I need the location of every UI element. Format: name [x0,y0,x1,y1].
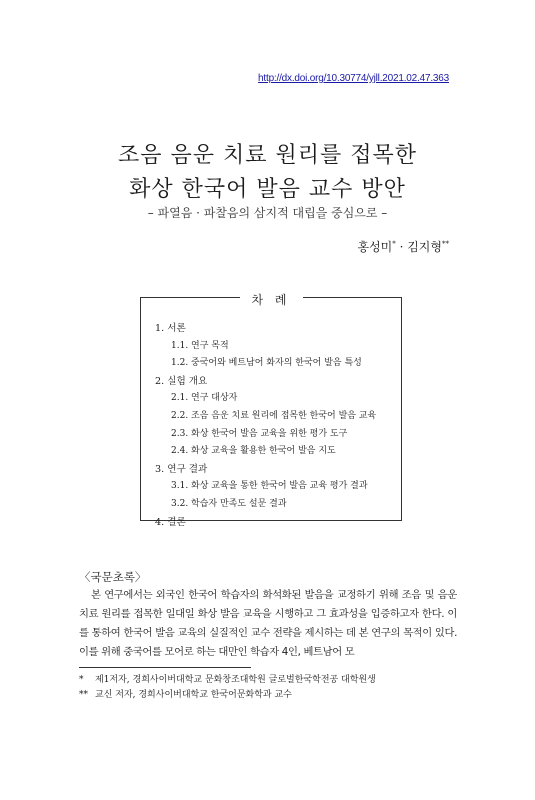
footnote-text: 제1저자, 경희사이버대학교 문화창조대학원 글로벌한국학전공 대학원생 [95,675,376,685]
footnote [79,673,376,688]
toc-item: 4. 결론 [155,516,186,528]
title-line-1: 조음 음운 치료 원리를 접목한 [118,143,417,168]
abstract-body: 본 연구에서는 외국인 한국어 학습자의 화석화된 발음을 교정하기 위해 조음 및 음운 치료 원리를 접목한 일대일 화상 발음 교육을 시행하고 그 효과성을 입증하고자 한다. 이를 통하여 한국어 발음 교육의 실질적인 교수 전략을 제시하는 데 본 연구의 목적이 있다. 이를 위해 중국어를 모어로 하는 대만인 학습자 4인, 베트남어 모 [79,589,457,658]
toc-item: 2. 실험 개요 [155,375,208,387]
toc-item: 3.1. 화상 교육을 통한 한국어 발음 교육 평가 결과 [171,481,368,492]
footnote-text: 교신 저자, 경희사이버대학교 한국어문화학과 교수 [95,690,292,700]
toc-item: 3. 연구 결과 [155,463,208,475]
toc-item: 2.2. 조음 음운 치료 원리에 접목한 한국어 발음 교육 [171,410,377,421]
table-of-contents [140,293,402,528]
toc-item: 2.1. 연구 대상자 [171,393,238,404]
toc-title: 차 례 [240,293,303,307]
footnote [79,688,376,703]
toc-list [155,320,397,531]
authors [357,238,449,255]
footnote-rule [79,667,251,668]
toc-item: 2.3. 화상 한국어 발음 교육을 위한 평가 도구 [171,428,348,439]
subtitle: – 파열음 · 파찰음의 삼지적 대립을 중심으로 – [147,206,388,220]
footnotes [79,673,376,703]
footnote-mark: * [79,675,84,685]
toc-item: 1.2. 중국어와 베트남어 화자의 한국어 발음 특성 [171,358,362,369]
footnote-mark: ** [79,690,88,700]
title-line-2: 화상 한국어 발음 교수 방안 [129,177,406,202]
doi-link[interactable]: http://dx.doi.org/10.30774/yjll.2021.02.47.363 [258,73,449,84]
toc-item: 1.1. 연구 목적 [171,340,229,351]
toc-item: 3.2. 학습자 만족도 설문 결과 [171,498,287,509]
author-1: 홍성미 [357,240,393,254]
author-2: 김지형 [407,240,442,254]
author-separator: · [395,240,408,254]
toc-item: 1. 서론 [155,323,186,334]
toc-item: 2.4. 화상 교육을 활용한 한국어 발음 지도 [171,446,336,457]
abstract-heading: 〈국문초록〉 [79,570,147,584]
author-2-mark: ** [442,240,449,248]
author-1-mark: * [392,240,396,248]
